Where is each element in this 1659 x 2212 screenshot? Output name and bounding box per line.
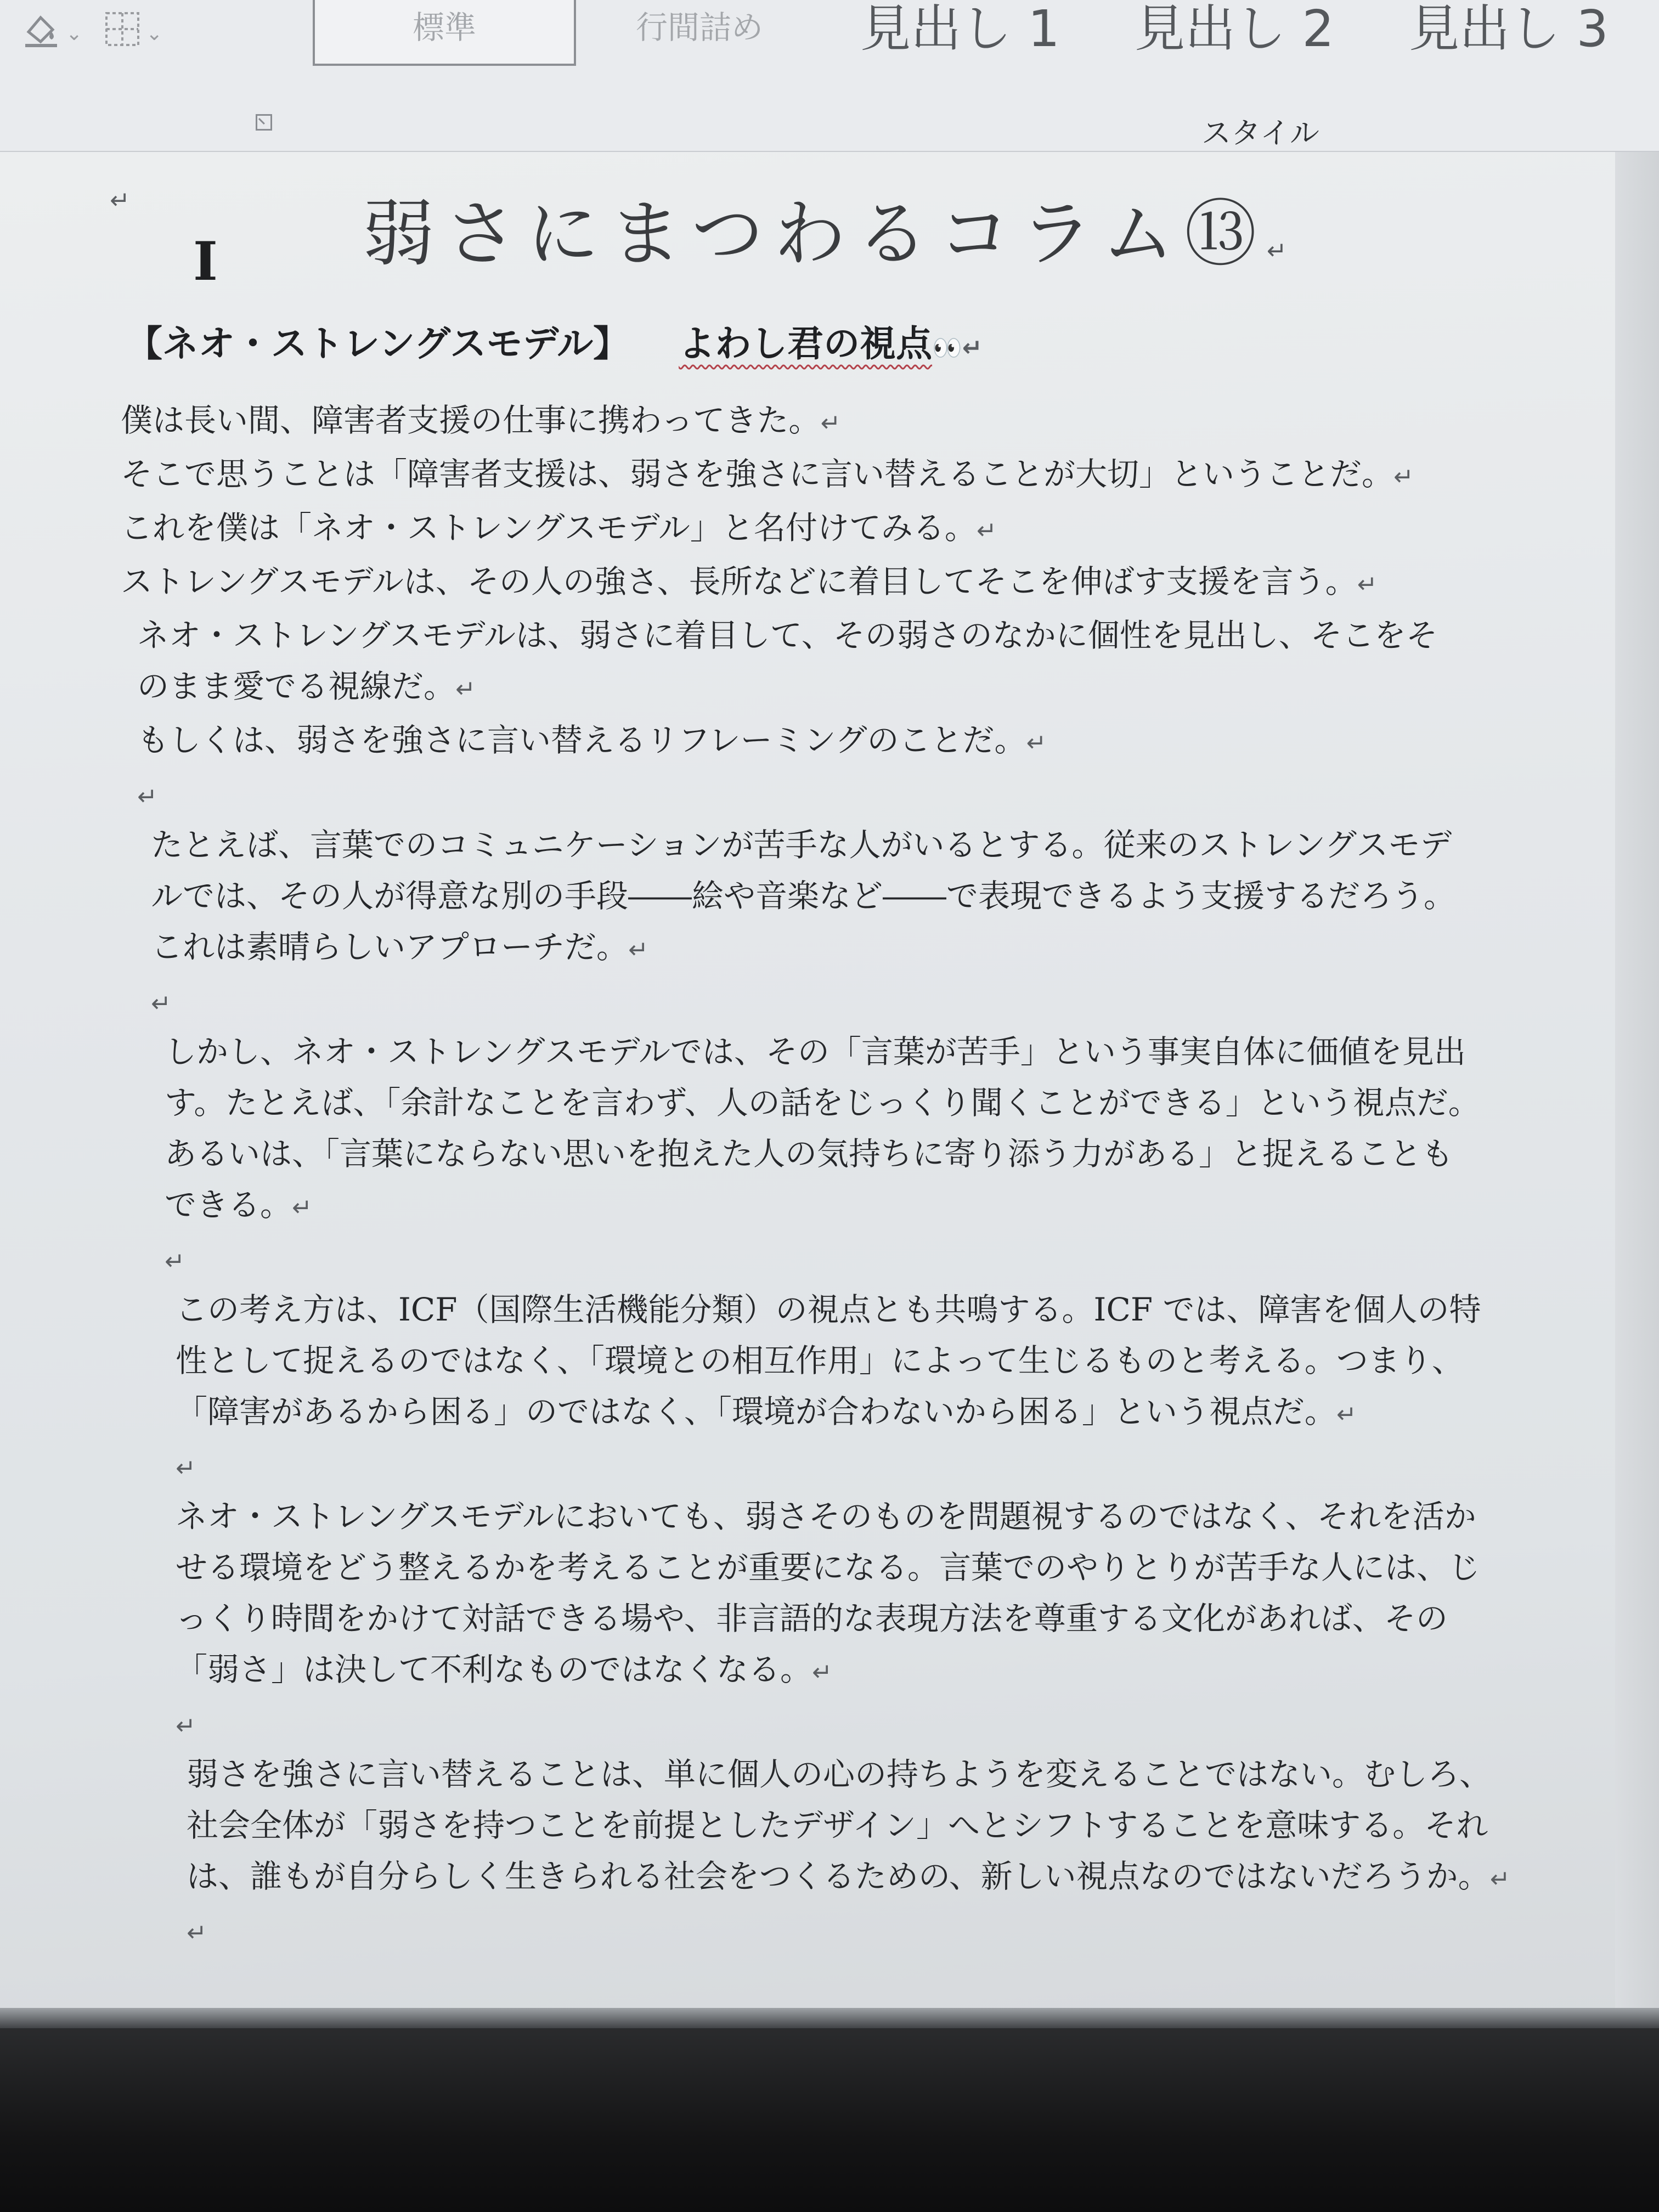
body-line-text: できる。 [165, 1186, 292, 1223]
paragraph-mark-icon: ↵ [1357, 571, 1378, 599]
body-line[interactable] [121, 1386, 1525, 1440]
body-line-text: ストレングスモデルは、その人の強さ、長所などに着目してそこを伸ばす支援を言う。 [121, 563, 1357, 600]
body-line[interactable] [121, 395, 1525, 449]
body-line[interactable] [121, 871, 1525, 922]
body-line-text: っくり時間をかけて対話できる場や、非言語的な表現方法を尊重する文化があれば、その [176, 1600, 1448, 1637]
paragraph-mark-icon: ↵ [151, 990, 171, 1018]
paragraph-mark-icon: ↵ [812, 1658, 832, 1686]
paragraph-mark-icon: ↵ [137, 783, 157, 811]
body-line-text: 僕は長い間、障害者支援の仕事に携わってきた。 [121, 402, 821, 439]
shading-button[interactable] [22, 10, 82, 58]
borders-icon [104, 11, 140, 57]
body-line-text: す。たとえば、「余計なことを言わず、人の話をじっくり聞くことができる」という視点だ。 [165, 1084, 1480, 1121]
paint-bucket-icon [22, 10, 60, 58]
body-line-text: これを僕は「ネオ・ストレングスモデル」と名付けてみる。 [121, 509, 977, 546]
paragraph-mark-icon: ↵ [187, 1919, 207, 1947]
body-line[interactable] [121, 1284, 1525, 1335]
body-line[interactable] [121, 820, 1525, 871]
paragraph-mark-icon: ↵ [976, 517, 997, 545]
paragraph-mark-icon: ↵ [820, 409, 841, 437]
paragraph-mark-icon: ↵ [962, 334, 983, 362]
chevron-down-icon[interactable]: ⌄ [146, 22, 163, 45]
ribbon-tools [22, 10, 162, 58]
body-line-text: 「障害があるから困る」のではなく、「環境が合わないから困る」という視点だ。 [176, 1393, 1336, 1430]
body-line-text: あるいは、「言葉にならない思いを抱えた人の気持ちに寄り添う力がある」と捉えることも [165, 1135, 1454, 1172]
body-line[interactable] [121, 1077, 1525, 1128]
paragraph-mark-icon: ↵ [292, 1194, 312, 1222]
body-line[interactable] [121, 1026, 1525, 1077]
dialog-launcher-icon[interactable] [256, 114, 272, 131]
body-line[interactable] [121, 556, 1525, 610]
style-heading-3[interactable]: 見出し 3 [1409, 0, 1609, 58]
body-line[interactable] [121, 1800, 1525, 1851]
body-line[interactable] [121, 1491, 1525, 1542]
body-line[interactable] [121, 1644, 1525, 1698]
i-beam-cursor-icon: I [193, 230, 218, 292]
style-normal[interactable]: 標準 [313, 0, 576, 66]
paragraph-mark-icon: ↵ [1489, 1865, 1510, 1893]
document-title[interactable] [362, 176, 1404, 280]
chevron-down-icon[interactable]: ⌄ [66, 22, 83, 45]
styles-group-label: スタイル [1201, 116, 1319, 150]
empty-paragraph[interactable] [121, 1905, 1525, 1956]
body-line-text: せる環境をどう整えるかを考えることが重要になる。言葉でのやりとりが苦手な人には、じ [176, 1549, 1481, 1586]
paragraph-mark-icon: ↵ [110, 187, 130, 215]
title-row [110, 176, 1591, 285]
section-heading: 【ネオ・ストレングスモデル】 [126, 322, 630, 365]
body-line[interactable] [121, 1180, 1525, 1233]
body-line[interactable] [121, 922, 1525, 975]
body-line-text: のまま愛でる視線だ。 [137, 668, 456, 705]
body-line[interactable] [121, 1128, 1525, 1180]
paragraph-mark-icon: ↵ [1393, 463, 1414, 491]
paragraph-mark-icon: ↵ [176, 1454, 196, 1482]
borders-button[interactable] [104, 11, 162, 57]
body-line-text: ネオ・ストレングスモデルにおいても、弱さそのものを問題視するのではなく、それを活か [176, 1498, 1476, 1535]
body-line-text: 弱さを強さに言い替えることは、単に個人の心の持ちようを変えることではない。むしろ、 [187, 1756, 1492, 1793]
empty-paragraph[interactable] [121, 1440, 1525, 1491]
ribbon [0, 0, 1659, 152]
style-heading-1[interactable]: 見出し 1 [860, 0, 1060, 58]
empty-paragraph[interactable] [121, 769, 1525, 820]
empty-paragraph[interactable] [121, 1233, 1525, 1284]
body-line[interactable] [121, 661, 1525, 715]
body-line[interactable] [121, 449, 1525, 503]
eyes-emoji-icon: 👀 [932, 334, 962, 362]
paragraph-mark-icon: ↵ [1266, 237, 1297, 265]
paragraph-mark-icon: ↵ [1026, 729, 1047, 757]
body-line[interactable] [121, 715, 1525, 769]
body-line-text: ルでは、その人が得意な別の手段――絵や音楽など――で表現できるよう支援するだろう。 [151, 877, 1456, 915]
viewpoint-label: よわし君の視点 [679, 322, 933, 365]
body-line-text: は、誰もが自分らしく生きられる社会をつくるための、新しい視点なのではないだろうか。 [187, 1858, 1490, 1895]
body-line-text: 性として捉えるのではなく、「環境との相互作用」によって生じるものと考える。つまり、 [176, 1342, 1464, 1379]
body-line-text: 「弱さ」は決して不利なものではなくなる。 [176, 1651, 812, 1688]
body-line-text: そこで思うことは「障害者支援は、弱さを強さに言い替えることが大切」ということだ。 [121, 455, 1394, 493]
empty-paragraph[interactable] [121, 975, 1525, 1026]
style-heading-2[interactable]: 見出し 2 [1135, 0, 1334, 58]
page-edge [1615, 152, 1659, 2028]
body-line-text: たとえば、言葉でのコミュニケーションが苦手な人がいるとする。従来のストレングスモデ [151, 826, 1452, 864]
body-line-text: 社会全体が「弱さを持つことを前提としたデザイン」へとシフトすることを意味する。それ [187, 1807, 1488, 1844]
body-line-text: これは素晴らしいアプローチだ。 [151, 928, 629, 966]
empty-paragraph[interactable] [121, 1698, 1525, 1749]
style-no-spacing[interactable]: 行間詰め [635, 9, 763, 46]
subtitle-row[interactable] [126, 307, 1607, 373]
body-line-text: ネオ・ストレングスモデルは、弱さに着目して、その弱さのなかに個性を見出し、そこをそ [137, 617, 1438, 654]
body-line-text: この考え方は、ICF（国際生活機能分類）の視点とも共鳴する。ICF では、障害を個人の特 [176, 1291, 1481, 1328]
document-body[interactable] [121, 395, 1525, 1956]
body-line[interactable] [121, 503, 1525, 556]
paragraph-mark-icon: ↵ [455, 675, 476, 703]
body-line[interactable] [121, 1335, 1525, 1386]
body-line[interactable] [121, 1542, 1525, 1593]
body-line-text: もしくは、弱さを強さに言い替えるリフレーミングのことだ。 [137, 721, 1026, 759]
screen-edge [0, 2008, 1659, 2030]
style-gallery [313, 0, 1646, 66]
body-line[interactable] [121, 1851, 1525, 1905]
paragraph-mark-icon: ↵ [628, 936, 648, 964]
title-text: 弱さにまつわるコラム⑬ [362, 192, 1267, 276]
body-line[interactable] [121, 1593, 1525, 1644]
body-line-text: しかし、ネオ・ストレングスモデルでは、その「言葉が苦手」という事実自体に価値を見出 [165, 1033, 1466, 1070]
body-line[interactable] [121, 1749, 1525, 1800]
paragraph-mark-icon: ↵ [165, 1248, 185, 1276]
paragraph-mark-icon: ↵ [176, 1712, 196, 1740]
monitor-bezel [0, 2028, 1659, 2212]
body-line[interactable] [121, 610, 1525, 661]
paragraph-mark-icon: ↵ [1336, 1401, 1357, 1429]
